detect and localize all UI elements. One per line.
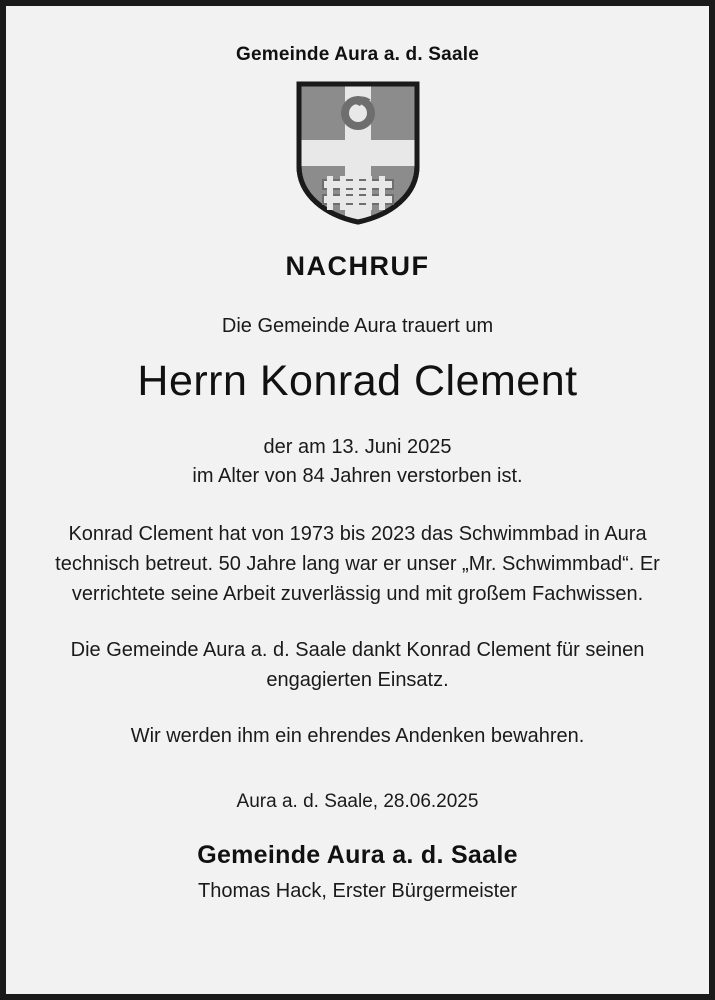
signature-person: Thomas Hack, Erster Bürgermeister [198, 880, 517, 903]
tribute-paragraph-2: Die Gemeinde Aura a. d. Saale dankt Konrad Clement für seinen engagierten Einsatz. [70, 639, 645, 692]
page-title: NACHRUF [285, 251, 430, 281]
tribute-paragraph-1: Konrad Clement hat von 1973 bis 2023 das Schwimmbad in Aura technisch betreut. 50 Jahre lang war er unser „Mr. Schwimmbad“. Er verrichtete seine Arbeit zuverlässig und mit großem Fachwissen. [55, 523, 660, 606]
coat-of-arms-icon [293, 80, 423, 225]
signature-organization: Gemeinde Aura a. d. Saale [197, 841, 518, 870]
death-date-line: der am 13. Juni 2025 [263, 436, 452, 459]
death-age-line: im Alter von 84 Jahren verstorben ist. [192, 465, 523, 488]
place-and-date: Aura a. d. Saale, 28.06.2025 [236, 791, 479, 813]
deceased-name: Herrn Konrad Clement [137, 357, 578, 405]
intro-line: Die Gemeinde Aura trauert um [221, 315, 494, 337]
obituary-content [16, 16, 699, 984]
municipality-name: Gemeinde Aura a. d. Saale [236, 44, 479, 65]
tribute-paragraph-3: Wir werden ihm ein ehrendes Andenken bewahren. [130, 725, 585, 748]
